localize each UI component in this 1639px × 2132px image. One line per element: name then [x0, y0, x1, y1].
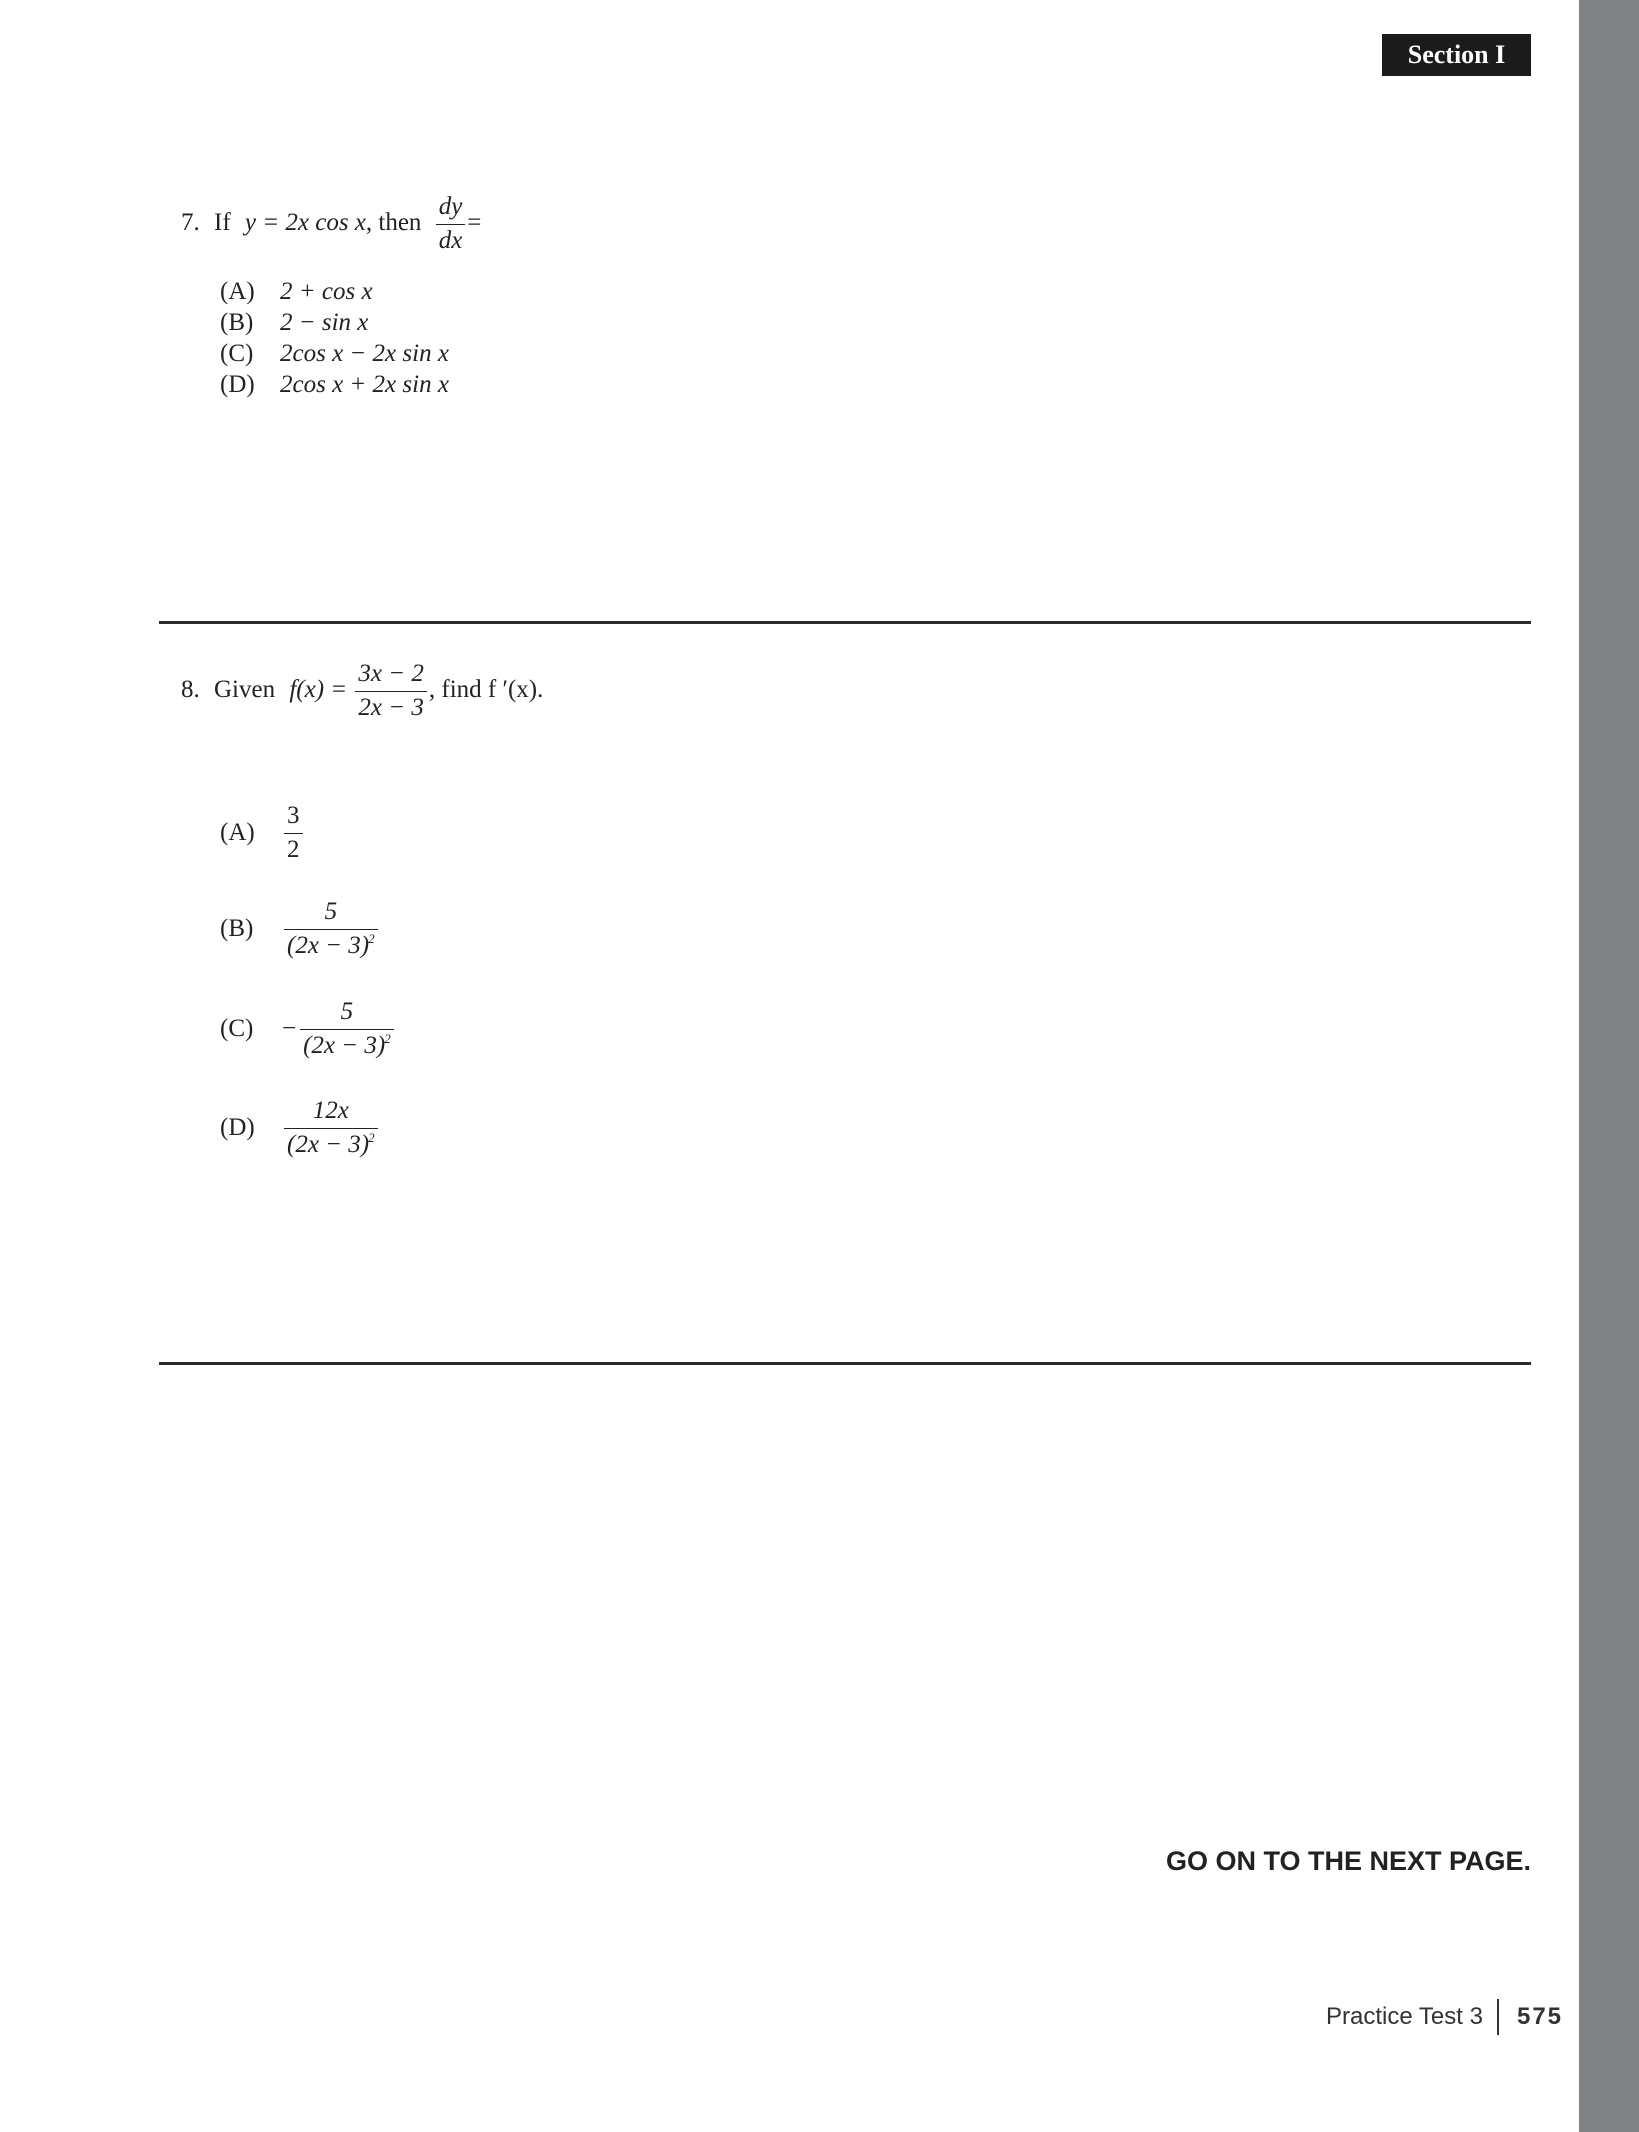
- exponent: 2: [368, 931, 375, 947]
- choice-fraction: [284, 1097, 378, 1160]
- fraction-denominator: (2x − 3): [303, 1031, 386, 1059]
- choice-letter: (B): [220, 309, 254, 336]
- choice-letter: (D): [220, 371, 255, 398]
- fraction-denominator-wrap: [300, 1029, 394, 1061]
- choice-letter: (A): [220, 819, 255, 847]
- choice-fraction: [284, 802, 303, 865]
- fraction-numerator: dy: [438, 193, 463, 220]
- stem-expression: y = 2x cos x: [244, 208, 366, 236]
- function-name: f(x) =: [289, 675, 348, 703]
- section-label: Section I: [1382, 34, 1531, 76]
- fraction-denominator: 2: [284, 833, 303, 865]
- choice-8b[interactable]: [220, 898, 380, 961]
- side-color-strip: [1579, 0, 1639, 2132]
- choice-text: 2 − sin x: [280, 309, 369, 336]
- exponent: 2: [384, 1031, 391, 1047]
- negative-sign: −: [282, 1015, 297, 1043]
- fraction-denominator: (2x − 3): [287, 1130, 370, 1158]
- footer-divider: [1497, 1999, 1499, 2035]
- stem-text: Given: [214, 675, 276, 703]
- exponent: 2: [368, 1130, 375, 1146]
- choice-7b[interactable]: [220, 309, 368, 337]
- choice-text: 2cos x − 2x sin x: [280, 340, 449, 367]
- choice-text: 2cos x + 2x sin x: [280, 371, 449, 398]
- go-on-next-page-text: GO ON TO THE NEXT PAGE.: [1165, 1846, 1531, 1876]
- fraction-denominator: dx: [436, 224, 466, 256]
- page-number: 575: [1516, 2003, 1564, 2030]
- question-number: 8.: [181, 675, 200, 703]
- question-8-stem: [181, 660, 543, 723]
- derivative-fraction: [436, 193, 466, 256]
- choice-letter: (C): [220, 1015, 254, 1043]
- choice-7c[interactable]: [220, 340, 449, 368]
- choice-fraction: [284, 898, 378, 961]
- fraction-numerator: 5: [324, 898, 338, 925]
- fraction-denominator-wrap: [284, 1128, 378, 1160]
- question-number: 7.: [181, 208, 200, 236]
- choice-8c[interactable]: [220, 998, 396, 1061]
- test-name: Practice Test 3: [1326, 2003, 1483, 2030]
- choice-fraction: [300, 998, 394, 1061]
- choice-letter: (B): [220, 915, 254, 943]
- choice-letter: (D): [220, 1114, 255, 1142]
- stem-text: , find f ′(x).: [428, 675, 544, 703]
- fraction-numerator: 3: [287, 802, 300, 829]
- choice-letter: (C): [220, 340, 254, 367]
- equals-sign: =: [467, 208, 482, 236]
- stem-text: If: [214, 208, 231, 236]
- function-fraction: [355, 660, 426, 723]
- question-7-stem: [181, 193, 481, 256]
- divider-rule: [159, 1362, 1531, 1365]
- fraction-denominator-wrap: [284, 929, 378, 961]
- divider-rule: [159, 621, 1531, 624]
- fraction-numerator: 3x − 2: [358, 660, 424, 687]
- fraction-denominator: (2x − 3): [287, 931, 370, 959]
- stem-text: , then: [365, 208, 422, 236]
- page-footer: [1326, 1997, 1563, 2037]
- choice-8a[interactable]: [220, 802, 305, 865]
- choice-text: 2 + cos x: [280, 278, 373, 305]
- fraction-numerator: 5: [340, 998, 354, 1025]
- choice-letter: (A): [220, 278, 255, 305]
- fraction-denominator: 2x − 3: [355, 691, 426, 723]
- choice-7a[interactable]: [220, 278, 373, 306]
- choice-7d[interactable]: [220, 371, 449, 399]
- choice-8d[interactable]: [220, 1097, 380, 1160]
- fraction-numerator: 12x: [312, 1097, 349, 1124]
